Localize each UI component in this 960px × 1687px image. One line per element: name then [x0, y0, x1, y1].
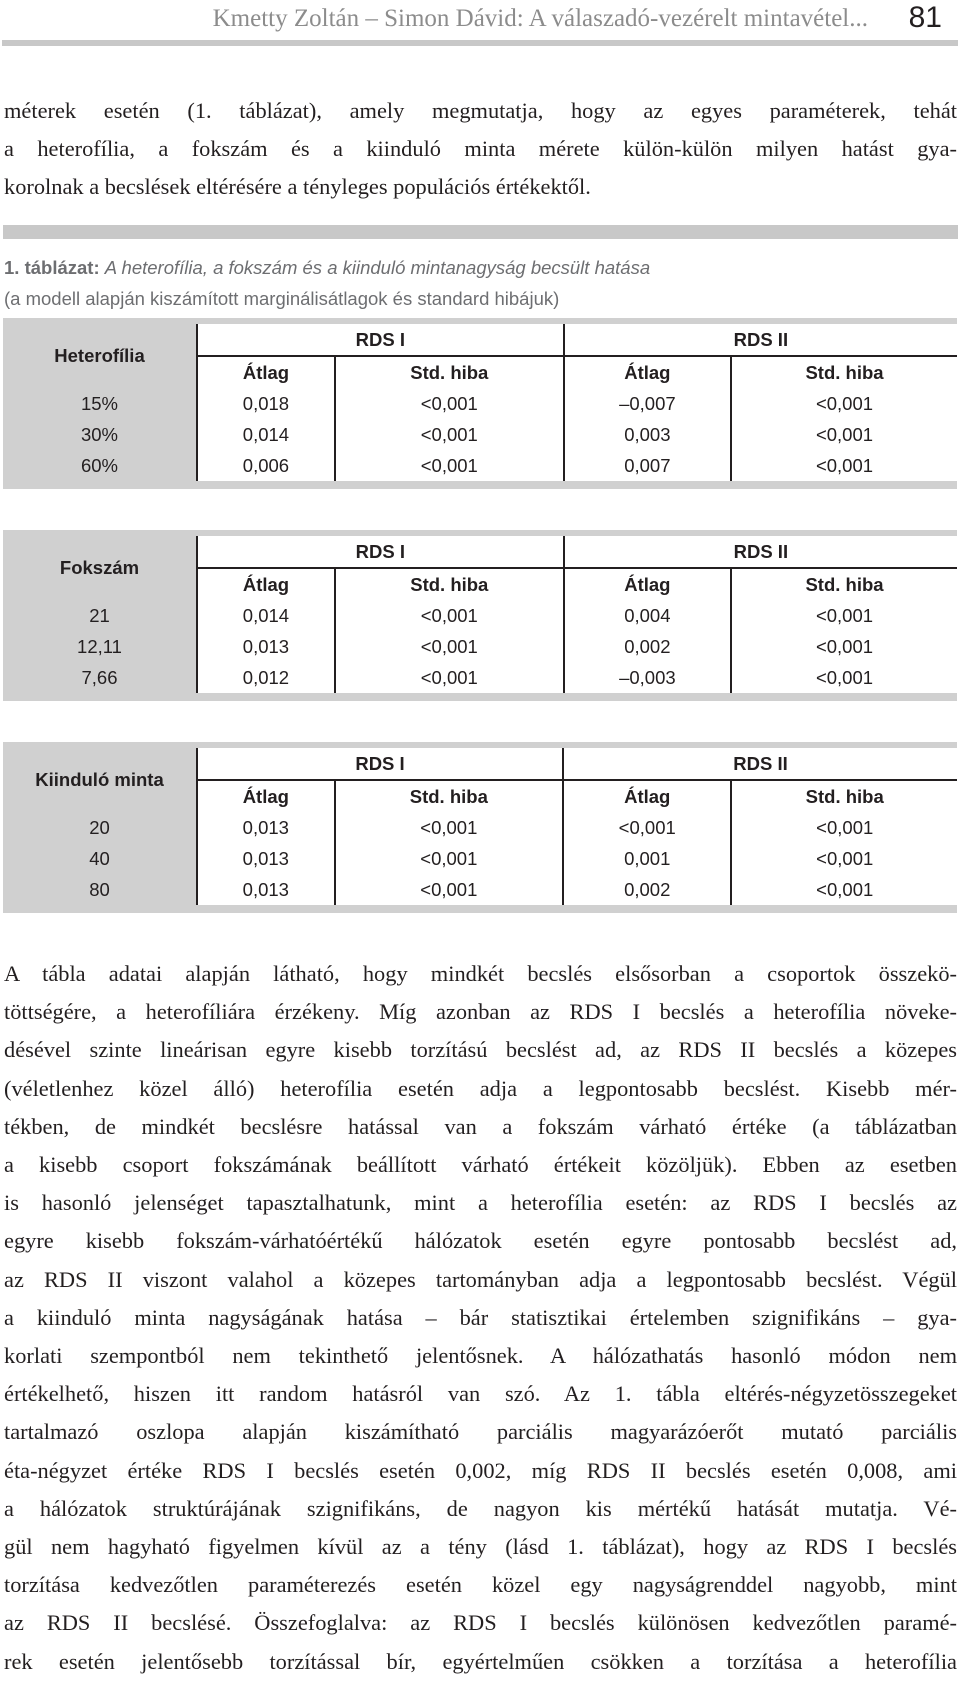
- group-header: RDS I: [197, 324, 564, 356]
- column-header: Átlag: [197, 356, 335, 388]
- group-header: RDS II: [564, 536, 957, 568]
- table-cell: <0,001: [731, 843, 957, 874]
- row-header: Heterofília: [54, 345, 145, 366]
- column-header: Std. hiba: [335, 568, 564, 600]
- group-header: RDS I: [197, 748, 563, 780]
- intro-line: a heterofília, a fokszám és a kiinduló minta mérete külön-külön milyen hatást gya-: [4, 136, 957, 162]
- table-cell: <0,001: [731, 662, 957, 693]
- table-cell: 0,004: [564, 600, 731, 631]
- column-header: Átlag: [197, 568, 335, 600]
- column-header: Átlag: [197, 780, 335, 812]
- table-cell: <0,001: [731, 812, 957, 843]
- body-line: (véletlenhez közel álló) heterofília esetén adja a legpontosabb becslést. Kisebb mér-: [4, 1075, 957, 1101]
- table-cell: –0,007: [564, 388, 731, 419]
- table-row: [3, 662, 957, 693]
- table-row: [3, 812, 957, 843]
- table-cell: <0,001: [731, 419, 957, 450]
- body-line: tékben, de mindkét becslésre hatással van a fokszám várható értéke (a táblázatban: [4, 1113, 957, 1139]
- column-header: Átlag: [564, 568, 731, 600]
- table-cell: <0,001: [563, 812, 731, 843]
- body-paragraph: [4, 955, 957, 1681]
- table-cell: 0,002: [563, 874, 731, 905]
- table-cell: 0,002: [564, 631, 731, 662]
- column-header: Std. hiba: [335, 356, 564, 388]
- table-cell: <0,001: [731, 450, 957, 481]
- group-header: RDS II: [563, 748, 957, 780]
- table-cell: <0,001: [335, 631, 564, 662]
- table-cell: 0,018: [197, 388, 335, 419]
- column-header: Std. hiba: [335, 780, 563, 812]
- body-line: az RDS II becslésé. Összefoglalva: az RDS I becslés különösen kedvezőtlen paramé-: [4, 1610, 957, 1636]
- table-cell: 0,013: [197, 631, 335, 662]
- table-cell: <0,001: [731, 631, 957, 662]
- table-cell: 0,013: [197, 812, 335, 843]
- page-number: 81: [908, 1, 942, 34]
- header-rule: [2, 40, 958, 46]
- column-header: Std. hiba: [731, 356, 957, 388]
- body-line: is hasonló jelenséget tapasztalhatunk, mint a heterofília esetén: az RDS I becslés az: [4, 1190, 957, 1216]
- body-line: az RDS II viszont valahol a közepes tartományban adja a legpontosabb becslést. Végül: [4, 1266, 957, 1292]
- table-row: [3, 843, 957, 874]
- row-label: 20: [89, 816, 110, 838]
- table-cell: <0,001: [731, 388, 957, 419]
- body-line: a hálózatok struktúrájának szignifikáns, de nagyon kis mértékű hatását mutatja. Vé-: [4, 1495, 957, 1521]
- table-cell: <0,001: [335, 812, 563, 843]
- body-line: rek esetén jelentősebb torzítással bír, egyértelműen csökken a torzítása a heterofília: [4, 1648, 957, 1674]
- body-line: torzítása kedvezőtlen paraméterezés esetén közel egy nagyságrenddel nagyobb, mint: [4, 1572, 957, 1598]
- row-label: 15%: [80, 392, 119, 414]
- table-cell: <0,001: [335, 662, 564, 693]
- intro-line: méterek esetén (1. táblázat), amely megmutatja, hogy az egyes paraméterek, tehát: [4, 98, 957, 123]
- table-cell: <0,001: [335, 874, 563, 905]
- table-cell: 0,006: [197, 450, 335, 481]
- body-line: értékelhető, hiszen itt random hatásról van szó. Az 1. tábla eltérés-négyzetösszegeket: [4, 1381, 957, 1407]
- row-header: Fokszám: [59, 557, 140, 578]
- column-header: Std. hiba: [731, 568, 957, 600]
- table-cell: <0,001: [335, 450, 564, 481]
- column-header: Átlag: [564, 356, 731, 388]
- table-cell: <0,001: [335, 388, 564, 419]
- group-header: RDS I: [197, 536, 564, 568]
- intro-line: korolnak a becslések eltérésére a tényleges populációs értékektől.: [4, 174, 591, 200]
- intro-paragraph: [4, 92, 957, 207]
- table-fokszam: [3, 530, 957, 701]
- body-line: töttségére, a heterofíliára érzékeny. Míg azonban az RDS I becslés a heterofília növeke-: [4, 999, 957, 1025]
- table-row: [3, 388, 957, 419]
- column-header: Std. hiba: [731, 780, 957, 812]
- body-line: gül nem hagyható figyelmen kívül az a tény (lásd 1. táblázat), hogy az RDS I becslés: [4, 1534, 957, 1560]
- row-label: 40: [89, 847, 110, 869]
- row-label: 60%: [80, 454, 119, 476]
- table-row: [3, 419, 957, 450]
- body-line: désével szinte lineárisan egyre kisebb torzítású becslést ad, az RDS II becslés a közepes: [4, 1037, 957, 1063]
- row-label: 7,66: [81, 666, 118, 688]
- table-cell: 0,003: [564, 419, 731, 450]
- table-row: [3, 600, 957, 631]
- row-label: 80: [89, 878, 110, 900]
- table-cell: <0,001: [731, 874, 957, 905]
- table-cell: –0,003: [564, 662, 731, 693]
- body-line: a kisebb csoport fokszámának beállított várható értékeit közöljük). Ebben az esetben: [4, 1152, 957, 1178]
- table-cell: 0,014: [197, 419, 335, 450]
- column-header: Átlag: [563, 780, 731, 812]
- table-cell: 0,014: [197, 600, 335, 631]
- table-cell: <0,001: [731, 600, 957, 631]
- body-line: egyre kisebb fokszám-várhatóértékű hálózatok esetén egyre pontosabb becslést ad,: [4, 1228, 957, 1254]
- table-cell: <0,001: [335, 419, 564, 450]
- table-row: [3, 631, 957, 662]
- body-line: tartalmazó oszlopa alapján kiszámítható parciális magyarázóerőt mutató parciális: [4, 1419, 957, 1445]
- table-cell: 0,001: [563, 843, 731, 874]
- row-label: 21: [89, 604, 110, 626]
- table-heterofilia: [3, 318, 957, 489]
- caption-subtitle: (a modell alapján kiszámított marginálisátlagok és standard hibájuk): [4, 288, 560, 309]
- body-line: korlati szempontból nem tekinthető jelentősnek. A hálózathatás hasonló módon nem: [4, 1343, 957, 1369]
- body-line: a kiinduló minta nagyságának hatása – bár statisztikai értelemben szignifikáns – gya-: [4, 1304, 957, 1330]
- table-cell: <0,001: [335, 843, 563, 874]
- body-line: éta-négyzet értéke RDS I becslés esetén 0,002, míg RDS II becslés esetén 0,008, ami: [4, 1457, 957, 1483]
- row-header: Kiinduló minta: [35, 769, 164, 790]
- caption-rule: [3, 225, 958, 239]
- table-row: [3, 874, 957, 905]
- table-cell: 0,013: [197, 843, 335, 874]
- table-caption: [4, 252, 650, 314]
- group-header: RDS II: [564, 324, 957, 356]
- table-cell: 0,013: [197, 874, 335, 905]
- table-cell: <0,001: [335, 600, 564, 631]
- running-header: [0, 0, 960, 50]
- table-cell: 0,012: [197, 662, 335, 693]
- row-label: 30%: [80, 423, 119, 445]
- running-title: Kmetty Zoltán – Simon Dávid: A válaszadó-vezérelt mintavétel...: [212, 5, 868, 32]
- row-label: 12,11: [77, 635, 122, 657]
- table-row: [3, 450, 957, 481]
- caption-label: 1. táblázat:: [4, 257, 100, 278]
- caption-title: A heterofília, a fokszám és a kiinduló mintanagyság becsült hatása: [104, 257, 651, 278]
- table-cell: 0,007: [564, 450, 731, 481]
- body-line: A tábla adatai alapján látható, hogy mindkét becslés elsősorban a csoportok összekö-: [4, 961, 957, 986]
- table-kiindulo-minta: [3, 742, 957, 913]
